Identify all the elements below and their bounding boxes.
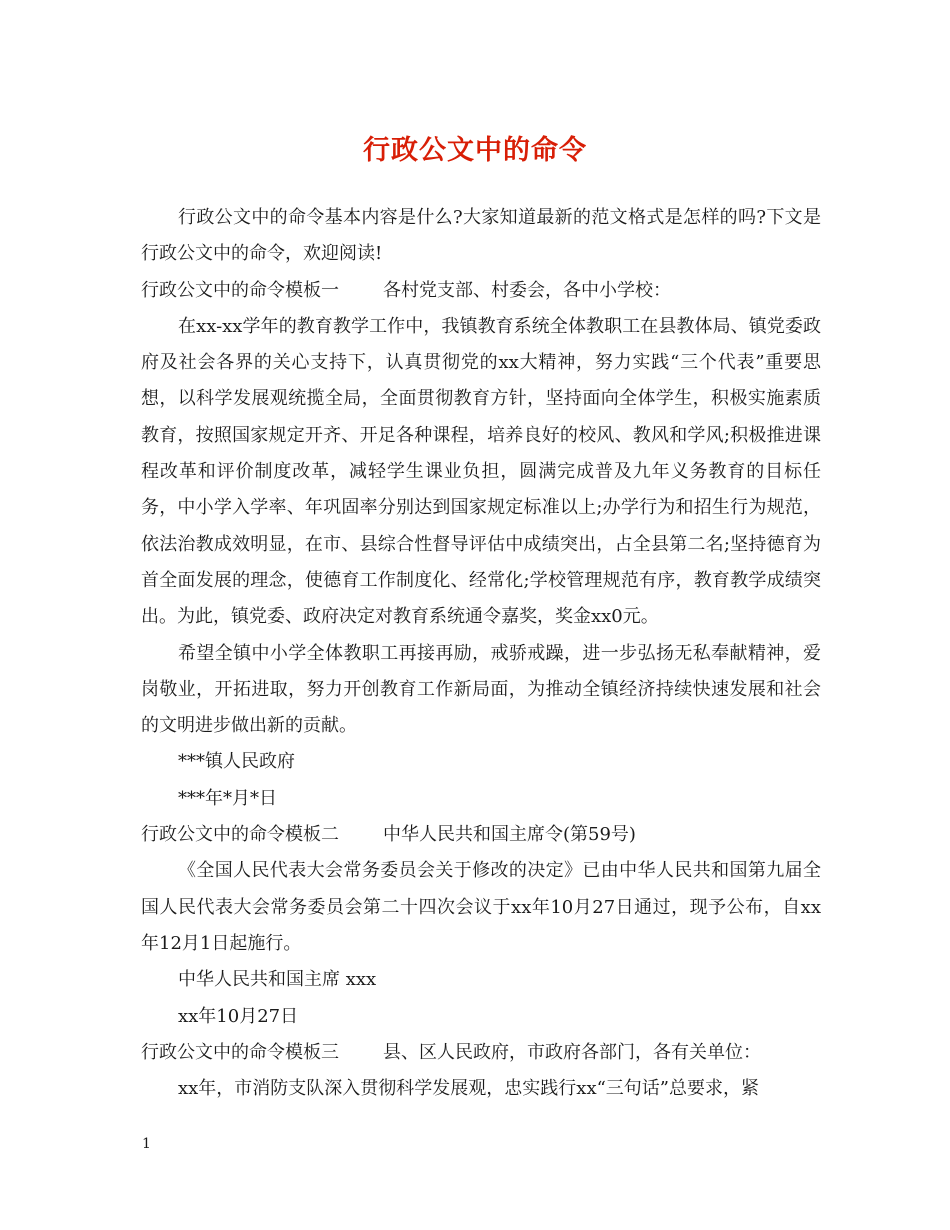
- intro-paragraph: 行政公文中的命令基本内容是什么?大家知道最新的范文格式是怎样的吗?下文是行政公文中的命令，欢迎阅读!: [141, 207, 821, 265]
- template3-recipient: 县、区人民政府，市政府各部门，各有关单位：: [383, 1041, 761, 1063]
- template3-paragraph-1: xx年，市消防支队深入贯彻科学发展观，忠实践行xx“三句话”总要求，紧: [178, 1078, 760, 1100]
- template1-recipient: 各村党支部、村委会，各中小学校：: [383, 279, 671, 301]
- template1-paragraph-1: 在xx-xx学年的教育教学工作中，我镇教育系统全体教职工在县教体局、镇党委政府及社会各界的关心支持下，认真贯彻党的xx大精神，努力实践“三个代表”重要思想，以科学发展观统揽全局，全面贯彻教育方针，坚持面向全体学生，积极实施素质教育，按照国家规定开齐、开足各种课程，培养良好的校风、教风和学风;积极推进课程改革和评价制度改革，减轻学生课业负担，圆满完成普及九年义务教育的目标任务，中小学入学率、年巩固率分别达到国家规定标准以上;办学行为和招生行为规范，依法治教成效明显，在市、县综合性督导评估中成绩突出，占全县第二名;坚持德育为首全面发展的理念，使德育工作制度化、经常化;学校管理规范有序，教育教学成绩突出。为此，镇党委、政府决定对教育系统通令嘉奖，奖金xx0元。: [141, 315, 821, 628]
- template3-heading: 行政公文中的命令模板三: [141, 1041, 339, 1063]
- template1-heading: 行政公文中的命令模板一: [141, 279, 339, 301]
- template1-paragraph-2: 希望全镇中小学全体教职工再接再励，戒骄戒躁，进一步弘扬无私奉献精神，爱岗敬业，开拓进取，努力开创教育工作新局面，为推动全镇经济持续快速发展和社会的文明进步做出新的贡献。: [141, 642, 821, 737]
- template1-heading-line: [141, 273, 821, 309]
- template3-heading-line: [141, 1035, 821, 1071]
- template1-date: ***年*月*日: [178, 787, 277, 809]
- template2-paragraph-1: 《全国人民代表大会常务委员会关于修改的决定》已由中华人民共和国第九届全国人民代表大会常务委员会第二十四次会议于xx年10月27日通过，现予公布，自xx年12月1日起施行。: [141, 860, 821, 954]
- document-body: [141, 200, 821, 1107]
- page-number: 1: [142, 1136, 151, 1152]
- template2-heading: 行政公文中的命令模板二: [141, 824, 339, 846]
- template2-heading-line: [141, 817, 821, 853]
- template1-signature: ***镇人民政府: [178, 751, 295, 773]
- template2-signature: 中华人民共和国主席 xxx: [178, 969, 377, 991]
- template2-recipient: 中华人民共和国主席令(第59号): [383, 824, 636, 846]
- template2-date: xx年10月27日: [178, 1005, 299, 1027]
- document-title: 行政公文中的命令: [363, 135, 587, 166]
